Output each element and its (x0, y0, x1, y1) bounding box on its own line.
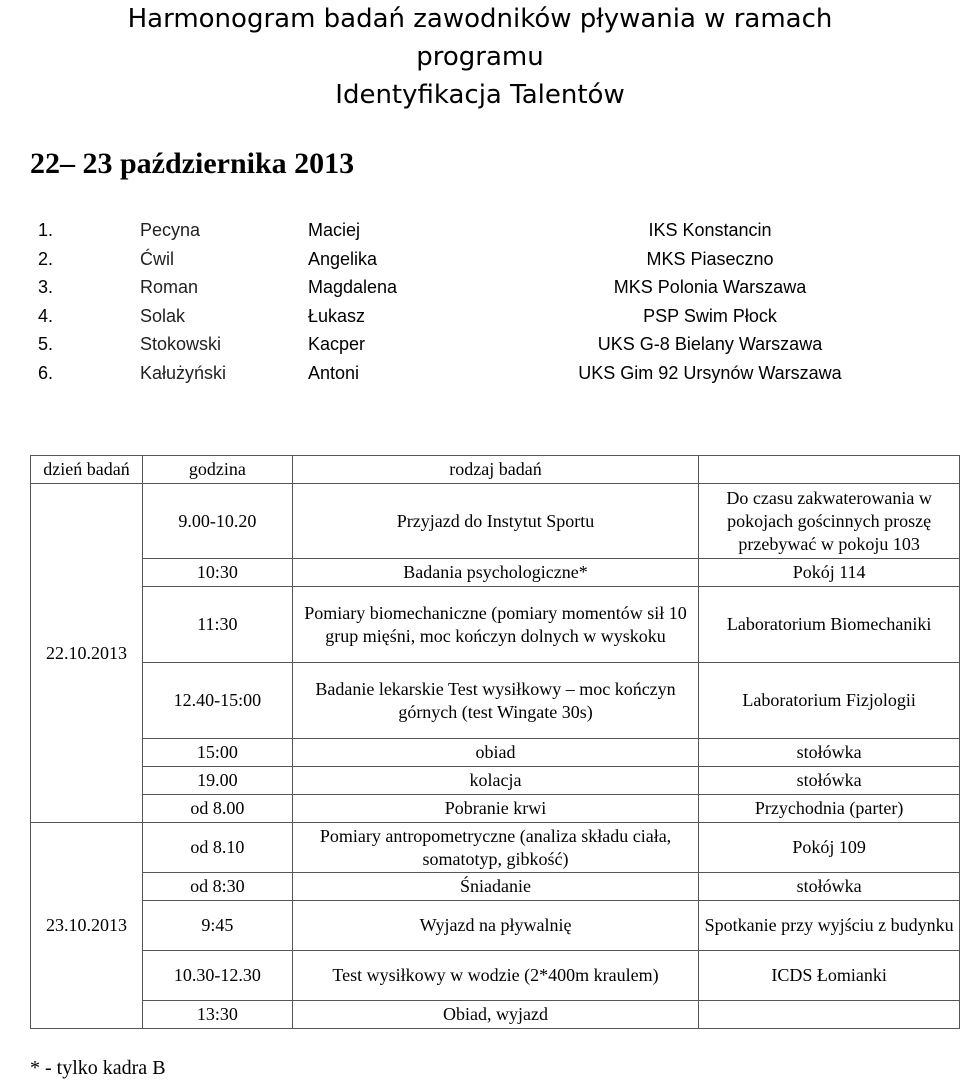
participant-name: Antoni (308, 362, 360, 383)
participant-name: Kacper (308, 334, 366, 355)
schedule-table (30, 455, 960, 1029)
participant-surname: Roman (140, 277, 199, 298)
participant-row (0, 218, 960, 247)
event-date: 22– 23 października 2013 (30, 147, 355, 180)
place-cell: stołówka (699, 873, 960, 901)
schedule-header-row (31, 456, 960, 484)
participant-club: IKS Konstancin (648, 220, 772, 240)
participant-name: Maciej (308, 220, 361, 240)
type-cell: Pomiary biomechaniczne (pomiary momentów sił 10 grup mięśni, moc kończyn dolnych w wyskoku (292, 587, 698, 663)
place-cell: Spotkanie przy wyjściu z budynku (699, 901, 960, 951)
participant-name: Angelika (308, 248, 378, 269)
time-cell: 15:00 (142, 739, 292, 767)
type-cell: Przyjazd do Instytut Sportu (292, 484, 698, 559)
place-cell: Pokój 109 (699, 823, 960, 873)
schedule-row (31, 873, 960, 901)
type-cell: obiad (292, 739, 698, 767)
schedule-row (31, 951, 960, 1001)
participant-list (0, 218, 960, 390)
participant-name: Łukasz (308, 305, 366, 326)
header-day: dzień badań (31, 456, 143, 484)
participant-row (0, 275, 960, 304)
footnote: * - tylko kadra B (30, 1057, 166, 1079)
schedule-row (31, 587, 960, 663)
participant-number: 6. (38, 362, 54, 383)
type-cell: Test wysiłkowy w wodzie (2*400m kraulem) (292, 951, 698, 1001)
place-cell: Do czasu zakwaterowania w pokojach gościnnych proszę przebywać w pokoju 103 (699, 484, 960, 559)
participant-number: 3. (38, 277, 54, 298)
schedule-row (31, 1001, 960, 1029)
time-cell: od 8:30 (142, 873, 292, 901)
participant-surname: Ćwil (140, 248, 174, 269)
participant-number: 2. (38, 248, 54, 269)
schedule-row (31, 901, 960, 951)
type-cell: Śniadanie (292, 873, 698, 901)
time-cell: 10:30 (142, 559, 292, 587)
schedule-row (31, 795, 960, 823)
place-cell: Laboratorium Fizjologii (699, 663, 960, 739)
participant-surname: Solak (140, 305, 186, 326)
type-cell: Obiad, wyjazd (292, 1001, 698, 1029)
place-cell: stołówka (699, 739, 960, 767)
participant-club: UKS G-8 Bielany Warszawa (597, 334, 823, 355)
participant-surname: Pecyna (140, 220, 201, 240)
header-place (699, 456, 960, 484)
title-line-2: programu (416, 42, 544, 72)
place-cell: Przychodnia (parter) (699, 795, 960, 823)
schedule-row (31, 484, 960, 559)
place-cell: ICDS Łomianki (699, 951, 960, 1001)
place-cell (699, 1001, 960, 1029)
participant-row (0, 247, 960, 276)
participant-club: MKS Piaseczno (646, 248, 774, 269)
type-cell: Pobranie krwi (292, 795, 698, 823)
participant-club: PSP Swim Płock (643, 305, 777, 326)
type-cell: Badania psychologiczne* (292, 559, 698, 587)
schedule-row (31, 559, 960, 587)
place-cell: Laboratorium Biomechaniki (699, 587, 960, 663)
schedule-row (31, 767, 960, 795)
participant-number: 1. (38, 220, 54, 240)
document-title (0, 0, 960, 114)
place-cell: Pokój 114 (699, 559, 960, 587)
title-line-3: Identyfikacja Talentów (335, 80, 625, 110)
type-cell: kolacja (292, 767, 698, 795)
time-cell: 10.30-12.30 (142, 951, 292, 1001)
type-cell: Badanie lekarskie Test wysiłkowy – moc kończyn górnych (test Wingate 30s) (292, 663, 698, 739)
type-cell: Wyjazd na pływalnię (292, 901, 698, 951)
time-cell: od 8.10 (142, 823, 292, 873)
time-cell: 12.40-15:00 (142, 663, 292, 739)
time-cell: 9.00-10.20 (142, 484, 292, 559)
participant-row (0, 304, 960, 333)
participant-row (0, 332, 960, 361)
type-cell: Pomiary antropometryczne (analiza składu ciała, somatotyp, gibkość) (292, 823, 698, 873)
participant-club: MKS Polonia Warszawa (613, 277, 807, 298)
schedule-row (31, 663, 960, 739)
participant-number: 5. (38, 334, 54, 355)
time-cell: od 8.00 (142, 795, 292, 823)
participant-club: UKS Gim 92 Ursynów Warszawa (578, 362, 842, 383)
participant-surname: Stokowski (140, 334, 222, 355)
day-cell: 22.10.2013 (31, 484, 143, 823)
time-cell: 11:30 (142, 587, 292, 663)
schedule-row (31, 823, 960, 873)
participant-name: Magdalena (308, 277, 398, 298)
time-cell: 9:45 (142, 901, 292, 951)
schedule-row (31, 739, 960, 767)
participant-row (0, 361, 960, 390)
day-cell: 23.10.2013 (31, 823, 143, 1029)
time-cell: 19.00 (142, 767, 292, 795)
participant-number: 4. (38, 305, 54, 326)
time-cell: 13:30 (142, 1001, 292, 1029)
header-time: godzina (142, 456, 292, 484)
header-type: rodzaj badań (292, 456, 698, 484)
participant-surname: Kałużyński (140, 362, 227, 383)
title-line-1: Harmonogram badań zawodników pływania w ramach (127, 4, 833, 34)
place-cell: stołówka (699, 767, 960, 795)
